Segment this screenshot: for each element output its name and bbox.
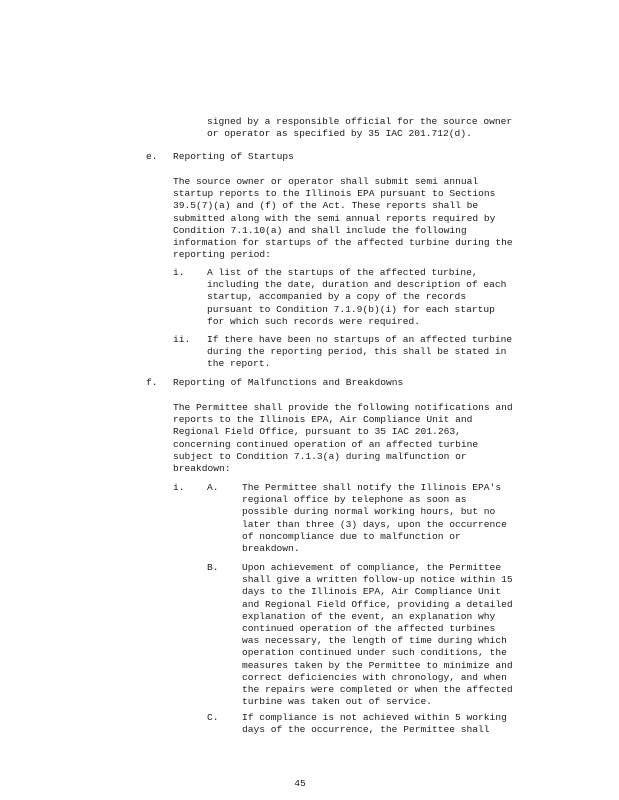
text-line: turbine was taken out of service.	[242, 696, 432, 708]
item-f-i-marker: i.	[173, 482, 185, 493]
text-line: correct deficiencies with chronology, and when	[242, 671, 507, 683]
text-line: for which such records were required.	[207, 315, 421, 327]
text-line: shall give a written follow-up notice within 15	[242, 574, 513, 586]
item-e-ii-text	[207, 334, 512, 371]
subitem-b-text	[242, 562, 513, 708]
section-e-paragraph	[173, 176, 513, 261]
text-line: signed by a responsible official for the source owner	[207, 116, 513, 127]
section-e-marker: e.	[146, 151, 158, 162]
page-number: 45	[294, 778, 306, 789]
text-line: during the reporting period, this shall be stated in	[207, 346, 507, 358]
text-line: The source owner or operator shall submit semi annual	[173, 176, 479, 187]
section-f-paragraph	[173, 402, 513, 475]
subitem-a-marker: A.	[207, 482, 219, 493]
text-line: of noncompliance due to malfunction or	[242, 530, 461, 542]
text-line: A list of the startups of the affected turbine,	[207, 267, 478, 278]
text-line: information for startups of the affected turbine during the	[173, 237, 513, 249]
text-line: concerning continued operation of an affected turbine	[173, 438, 479, 450]
item-e-i-text	[207, 267, 506, 328]
section-e-heading: Reporting of Startups	[173, 151, 294, 162]
subitem-c-marker: C.	[207, 712, 219, 723]
text-line: continued operation of the affected turbines	[242, 623, 496, 635]
text-line: operation continued under such conditions, the	[242, 647, 507, 659]
text-line: possible during normal working hours, but no	[242, 506, 496, 518]
text-line: days of the occurrence, the Permittee shall	[242, 724, 490, 736]
text-line: The Permittee shall provide the following notifications and	[173, 402, 513, 413]
text-line: later than three (3) days, upon the occurrence	[242, 518, 507, 530]
text-line: breakdown.	[242, 543, 300, 555]
text-line: the report.	[207, 358, 271, 370]
text-line: startup, accompanied by a copy of the records	[207, 291, 467, 303]
text-line: submitted along with the semi annual reports required by	[173, 212, 496, 224]
text-line: was necessary, the length of time during which	[242, 635, 507, 647]
text-line: The Permittee shall notify the Illinois EPA's	[242, 482, 502, 493]
text-line: measures taken by the Permittee to minimize and	[242, 659, 513, 671]
subitem-a-text	[242, 482, 507, 555]
text-line: breakdown:	[173, 463, 231, 475]
text-line: and Regional Field Office, providing a detailed	[242, 598, 513, 610]
section-f-heading: Reporting of Malfunctions and Breakdowns	[173, 377, 404, 388]
item-e-ii-marker: ii.	[173, 334, 191, 345]
text-line: Upon achievement of compliance, the Permittee	[242, 562, 502, 573]
text-line: subject to Condition 7.1.3(a) during malfunction or	[173, 450, 467, 462]
text-line: including the date, duration and description of each	[207, 279, 507, 291]
text-line: days to the Illinois EPA, Air Compliance Unit	[242, 586, 502, 598]
text-line: explanation of the event, an explanation why	[242, 610, 496, 622]
section-f-marker: f.	[146, 377, 158, 388]
text-line: 39.5(7)(a) and (f) of the Act. These reports shall be	[173, 200, 479, 212]
text-line: If there have been no startups of an affected turbine	[207, 334, 513, 345]
subitem-b-marker: B.	[207, 562, 219, 573]
text-line: pursuant to Condition 7.1.9(b)(i) for each startup	[207, 303, 495, 315]
item-e-i-marker: i.	[173, 267, 185, 278]
text-line: reports to the Illinois EPA, Air Compliance Unit and	[173, 414, 473, 426]
text-line: Condition 7.1.10(a) and shall include the following	[173, 224, 467, 236]
text-line: startup reports to the Illinois EPA pursuant to Sections	[173, 188, 496, 200]
text-line: If compliance is not achieved within 5 working	[242, 712, 507, 723]
text-line: or operator as specified by 35 IAC 201.712(d).	[207, 128, 472, 140]
text-line: Regional Field Office, pursuant to 35 IAC 201.263,	[173, 426, 461, 438]
text-line: reporting period:	[173, 249, 271, 261]
text-line: the repairs were completed or when the affected	[242, 684, 513, 696]
subitem-c-text	[242, 712, 507, 736]
lead-paragraph	[207, 116, 512, 140]
text-line: regional office by telephone as soon as	[242, 494, 467, 506]
